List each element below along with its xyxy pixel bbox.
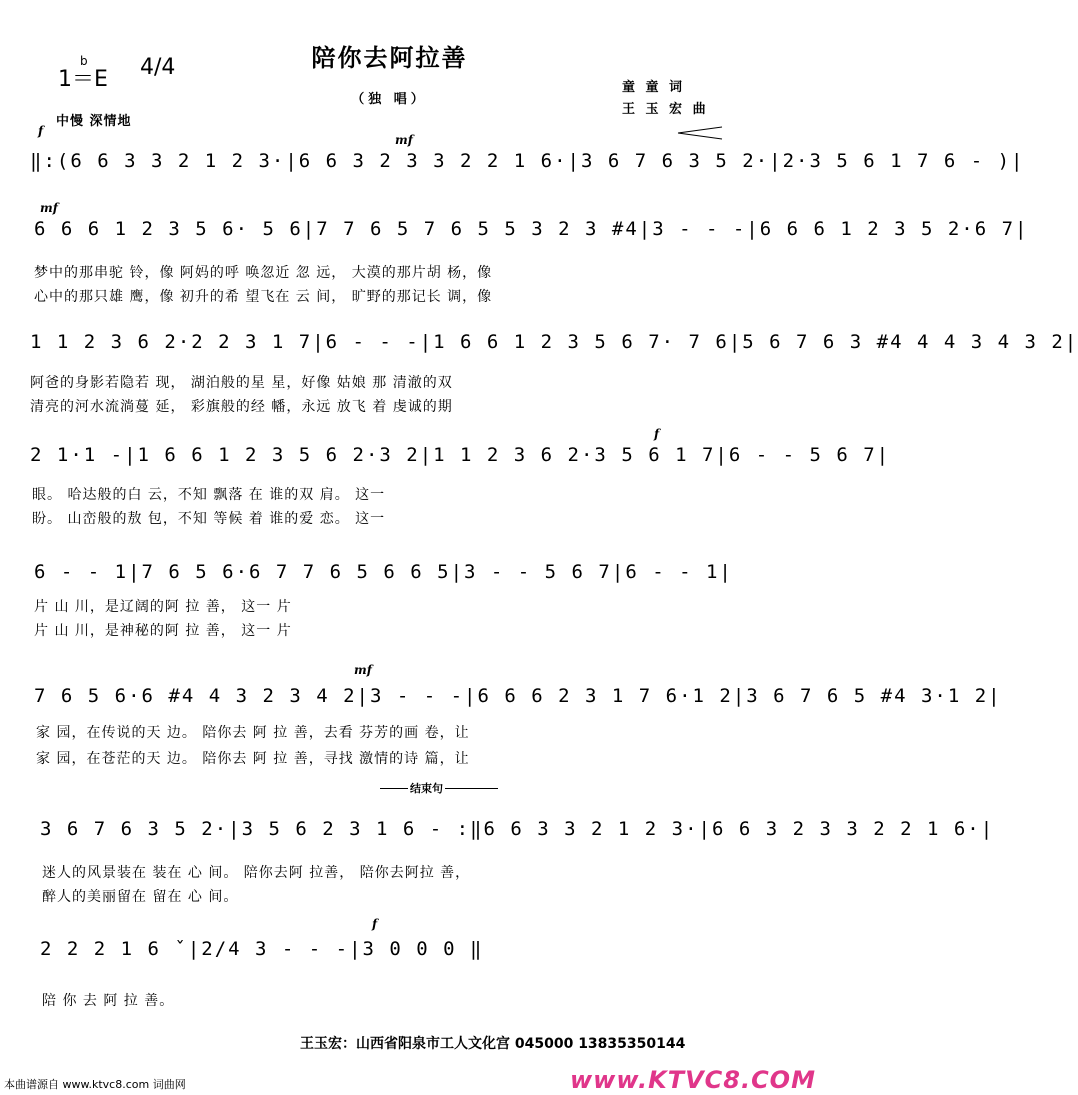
dynamic-mark: f [372, 917, 378, 931]
notation-line: 2 2 2 1 6 ˇ|2/4 3 - - -|3 0 0 0 ‖ [40, 938, 484, 960]
lyric-line-verse-1: 梦中的那串驼 铃，像 阿妈的呼 唤忽近 忽 远， 大漠的那片胡 杨，像 [34, 265, 493, 281]
site-watermark: www.KTVC8.COM [570, 1066, 816, 1094]
lyric-line-verse-2: 心中的那只雄 鹰，像 初升的希 望飞在 云 间， 旷野的那记长 调，像 [34, 289, 493, 305]
tempo-marking: 中慢 深情地 [56, 114, 132, 129]
key-prefix: 1＝ [58, 67, 94, 92]
lyric-line-verse-2: 盼。 山峦般的敖 包，不知 等候 着 谁的爱 恋。 这一 [32, 511, 386, 527]
lyricist-credit: 童 童 词 [622, 80, 686, 95]
song-subtitle: （独 唱） [351, 92, 428, 107]
source-note: 本曲谱源自 www.ktvc8.com 词曲网 [4, 1078, 186, 1091]
notation-line: ‖:(6 6 3 3 2 1 2 3·|6 6 3 2 3 3 2 2 1 6·|3 6 7 6 3 5 2·|2·3 5 6 1 7 6 - )| [30, 150, 1025, 172]
end-phrase-label: 结束句 [410, 782, 443, 795]
dynamic-mark: f [38, 124, 44, 138]
dynamic-mark: mf [395, 133, 413, 147]
lyric-line-verse-2: 片 山 川，是神秘的阿 拉 善， 这一 片 [34, 623, 292, 639]
dynamic-mark: mf [354, 663, 372, 677]
author-contact: 王玉宏：山西省阳泉市工人文化宫 045000 13835350144 [300, 1036, 686, 1052]
composer-credit: 王 玉 宏 曲 [622, 102, 709, 117]
lyric-line-verse-2: 醉人的美丽留在 留在 心 间。 [42, 889, 239, 905]
lyric-line-verse-1: 眼。 哈达般的白 云，不知 飘落 在 谁的双 肩。 这一 [32, 487, 386, 503]
key-signature [58, 54, 108, 93]
notation-line: 1 1 2 3 6 2·2 2 3 1 7|6 - - -|1 6 6 1 2 3 5 6 7· 7 6|5 6 7 6 3 #4 4 4 3 4 3 2| [30, 331, 1078, 353]
lyric-line-verse-1: 家 园，在传说的天 边。 陪你去 阿 拉 善，去看 芬芳的画 卷，让 [36, 725, 470, 741]
notation-line: 6 - - 1|7 6 5 6·6 7 7 6 5 6 6 5|3 - - 5 6 7|6 - - 1| [34, 561, 733, 583]
notation-line: 7 6 5 6·6 #4 4 3 2 3 4 2|3 - - -|6 6 6 2 3 1 7 6·1 2|3 6 7 6 5 #4 3·1 2| [34, 685, 1002, 707]
song-title: 陪你去阿拉善 [311, 44, 468, 72]
notation-line: 3 6 7 6 3 5 2·|3 5 6 2 3 1 6 - :‖6 6 3 3 2 1 2 3·|6 6 3 2 3 3 2 2 1 6·| [40, 818, 995, 840]
lyric-line-verse-2: 清亮的河水流淌蔓 延， 彩旗般的经 幡，永远 放飞 着 虔诚的期 [30, 399, 453, 415]
lyric-line-verse-2: 家 园，在苍茫的天 边。 陪你去 阿 拉 善，寻找 激情的诗 篇，让 [36, 751, 470, 767]
dynamic-mark: f [654, 427, 660, 441]
time-signature: 4/4 [140, 55, 176, 80]
key-flat: b [80, 54, 88, 68]
key-note: E [94, 67, 108, 92]
lyric-line-verse-1: 阿爸的身影若隐若 现， 湖泊般的星 星，好像 姑娘 那 清澈的双 [30, 375, 453, 391]
dynamic-mark: mf [40, 201, 58, 215]
lyric-line-verse-1: 片 山 川，是辽阔的阿 拉 善， 这一 片 [34, 599, 292, 615]
notation-line: 2 1·1 -|1 6 6 1 2 3 5 6 2·3 2|1 1 2 3 6 2·3 5 6 1 7|6 - - 5 6 7| [30, 444, 891, 466]
crescendo-mark [678, 126, 722, 140]
lyric-line-verse-1: 迷人的风景装在 装在 心 间。 陪你去阿 拉善， 陪你去阿拉 善， [42, 865, 471, 881]
lyric-line-verse-1: 陪 你 去 阿 拉 善。 [42, 993, 175, 1009]
notation-line: 6 6 6 1 2 3 5 6· 5 6|7 7 6 5 7 6 5 5 3 2 3 #4|3 - - -|6 6 6 1 2 3 5 2·6 7| [34, 218, 1029, 240]
